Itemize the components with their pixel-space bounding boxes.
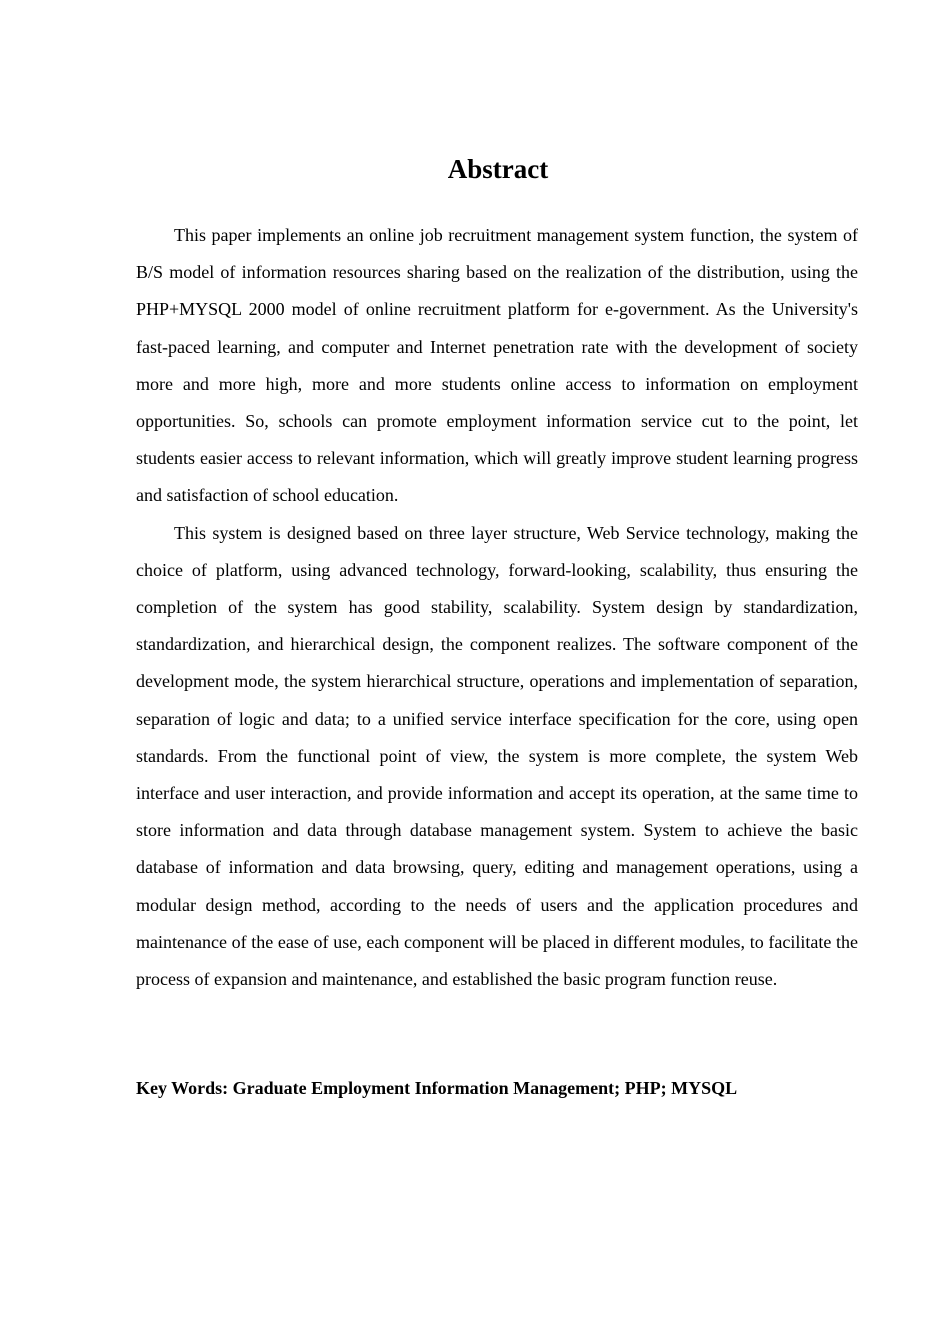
abstract-paragraph-2: This system is designed based on three layer structure, Web Service technology, making the choice of platform, using advanced technology, forward-looking, scalability, thus ensuring the completion of the system has good stability, scalability. System design by standardization, standardization, and hierarchical design, the component realizes. The software component of the development mode, the system hierarchical structure, operations and implementation of separation, separation of logic and data; to a unified service interface specification for the core, using open standards. From the functional point of view, the system is more complete, the system Web interface and user interaction, and provide information and accept its operation, at the same time to store information and data through database management system. System to achieve the basic database of information and data browsing, query, editing and management operations, using a modular design method, according to the needs of users and the application procedures and maintenance of the ease of use, each component will be placed in different modules, to facilitate the process of expansion and maintenance, and established the basic program function reuse. <box>136 522 858 990</box>
abstract-body <box>136 217 858 998</box>
abstract-title: Abstract <box>447 154 549 184</box>
abstract-paragraph-1: This paper implements an online job recruitment management system function, the system of B/S model of information resources sharing based on the realization of the distribution, using the PHP+MYSQL 2000 model of online recruitment platform for e-government. As the University's fast-paced learning, and computer and Internet penetration rate with the development of society more and more high, more and more students online access to information on employment opportunities. So, schools can promote employment information service cut to the point, let students easier access to relevant information, which will greatly improve student learning progress and satisfaction of school education. <box>136 225 858 506</box>
keywords-line: Key Words: Graduate Employment Information Management; PHP; MYSQL <box>136 1078 738 1098</box>
